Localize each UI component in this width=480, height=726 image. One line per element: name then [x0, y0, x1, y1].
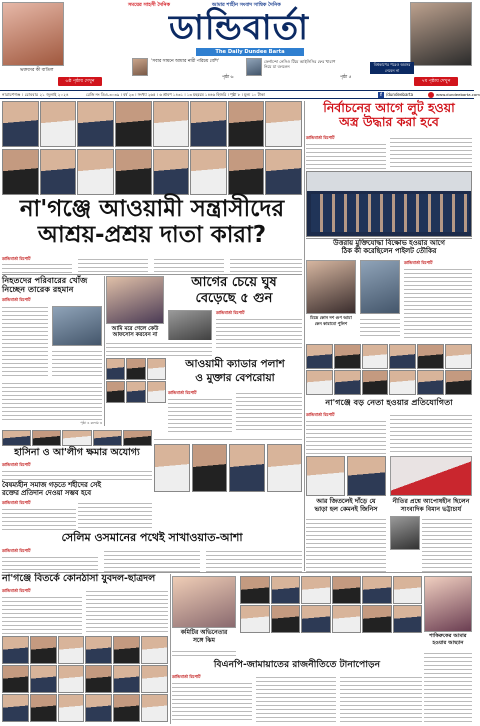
lead-col [2, 261, 72, 274]
bnp-photo [240, 605, 270, 633]
actress-col [424, 650, 472, 722]
lead-col [78, 256, 148, 274]
selim-photo [192, 444, 228, 492]
leader-photo [2, 149, 39, 195]
question-photo [390, 516, 420, 550]
leader-photo [40, 149, 77, 195]
tarek-story [2, 276, 102, 426]
society-col [78, 500, 152, 530]
jubo-photo [58, 665, 85, 693]
contest-photo [445, 370, 472, 395]
column-rule [170, 574, 171, 724]
contest-photo [362, 370, 389, 395]
top-right-byline: ডান্ডিবার্তা রিপোর্ট [306, 135, 335, 140]
tarek-col [2, 304, 48, 378]
row-rule [2, 572, 472, 573]
bnp-photo [301, 576, 331, 604]
question-story [390, 456, 472, 574]
dateline-bar [0, 90, 480, 99]
jubo-photo-grid [2, 636, 168, 722]
cadre-headline-line2: ও মুক্তার বেপরোয়া [195, 372, 275, 384]
english-name-bar [196, 48, 304, 56]
bnp-photo [393, 605, 423, 633]
actress-headline-line1: শাকিরুকের আমার [429, 633, 467, 639]
bribe-headline-line2: বেড়েছে ৫ গুন [195, 291, 273, 306]
selim-photo [229, 444, 265, 492]
hasina-photo-strip [2, 430, 152, 446]
tarek-more: পৃষ্ঠা ৪ কলাম ৩ [80, 421, 102, 425]
jubo-photo [85, 694, 112, 722]
masthead-tagline: আমার শাহীন সংবাদ সাম্বিক দৈনিক [212, 2, 281, 8]
cadre-photo [147, 358, 166, 380]
jubo-story [2, 574, 168, 724]
contest-photo [417, 344, 444, 369]
top-right-col [390, 135, 472, 169]
question-headline-line2: সাংবাদিক বিমান ভট্টাচার্য [400, 506, 462, 513]
selim-photo [154, 444, 190, 492]
uttara-story [306, 240, 472, 340]
jubo-photo [58, 694, 85, 722]
english-name: The Daily Dundee Barta [215, 49, 285, 55]
question-headline-line1: নীতির প্রশ্নে আপোষহীন ছিলেন [392, 498, 470, 505]
cadre-photo-row [106, 358, 166, 430]
selim-story [2, 532, 302, 572]
society-headline-line1: বৈষম্যহীন সমাজ গড়তে শহীদের সেই [2, 481, 101, 489]
jubo-photo [141, 694, 168, 722]
jubo-col [2, 594, 82, 634]
right-teaser-photo [246, 58, 262, 76]
leader-col [306, 418, 386, 454]
party-photo [347, 456, 386, 496]
tarek-col [2, 380, 102, 420]
dateline-mid: রেজি নং ডিএ-৩০৩৯ । বর্ষ ২৩ । সংখ্যা ২৬৫ । ৬ শ্রাবণ ১৪৩১ । ১৩ মহররম ১৪৪৬ হিজরি । পৃষ্ঠা ৮ । মূল্য ১০ টাকা [86, 92, 265, 97]
lead-story [2, 196, 302, 254]
lead-body [2, 256, 302, 274]
leader-photo-grid [2, 101, 302, 195]
society-headline-line2: রক্তের প্রতিদান দেওয়া সম্ভব হবে [2, 488, 92, 497]
contest-photo-grid [306, 344, 472, 396]
tarek-headline-line2: নিচ্ছেন তারেক রহমান [2, 284, 74, 295]
left-tag: সময়ের সাহসী দৈনিক [128, 2, 170, 8]
film-headline-line2: সঙ্গে ঝিম [192, 637, 216, 644]
mid-teaser-photo [132, 58, 148, 76]
society-byline: ডান্ডিবার্তা রিপোর্ট [2, 500, 31, 505]
bnp-byline: ডান্ডিবার্তা রিপোর্ট [172, 674, 201, 679]
cadre-photo [106, 381, 125, 403]
hasina-photo [32, 430, 61, 446]
jubo-photo [30, 694, 57, 722]
jubo-photo [2, 694, 29, 722]
bribe-col [216, 316, 302, 348]
leader-photo [115, 149, 152, 195]
jubo-photo [113, 636, 140, 664]
leader-photo [77, 149, 114, 195]
hasina-photo [62, 430, 91, 446]
right-teaser-page: পৃষ্ঠা ৫ [340, 75, 352, 80]
bnp-photo [301, 605, 331, 633]
bnp-col [340, 674, 422, 722]
jubo-photo [113, 694, 140, 722]
contest-photo [362, 344, 389, 369]
hasina-byline: ডান্ডিবার্তা রিপোর্ট [2, 462, 31, 467]
hasina-photo [93, 430, 122, 446]
cadre-photo [126, 381, 145, 403]
bnp-photo [271, 605, 301, 633]
row-rule [306, 238, 472, 239]
hasina-col [2, 468, 152, 480]
top-right-photo [306, 171, 472, 237]
row-rule [2, 274, 302, 275]
bribe-headline-line1: আগের চেয়ে ঘুষ [191, 275, 277, 290]
pilot-photo [360, 260, 400, 314]
bnp-photo [393, 576, 423, 604]
uttara-byline: ডান্ডিবার্তা রিপোর্ট [404, 260, 433, 265]
masthead-left-photo [2, 2, 64, 66]
party-headline-line2: ভাড়া হল কেমনই জিনিস [314, 505, 378, 513]
bnp-photo [240, 576, 270, 604]
jubo-photo [85, 665, 112, 693]
contest-photo [334, 370, 361, 395]
jubo-photo [58, 636, 85, 664]
top-right-story [306, 101, 472, 237]
film-photo [172, 576, 236, 628]
contest-photo [334, 344, 361, 369]
right-teaser-2: ফের্নান্দো নেসিও টিমে আইসিসির ফের খারাপ নিয়ে যা বললেন [264, 59, 336, 70]
jubo-col [86, 588, 168, 634]
uttara-col [404, 266, 472, 338]
tarek-byline: ডান্ডিবার্তা রিপোর্ট [2, 296, 31, 302]
party-col [306, 516, 386, 572]
leader-photo [265, 101, 302, 147]
jubo-photo [2, 636, 29, 664]
cadre-col [168, 396, 232, 432]
selim-photo [267, 444, 303, 492]
bribe-col [106, 340, 212, 356]
contest-photo [417, 370, 444, 395]
cadre-photo [106, 358, 125, 380]
cadre-story [106, 358, 302, 434]
jubo-photo [2, 665, 29, 693]
leader-photo [190, 149, 227, 195]
jubo-photo [30, 665, 57, 693]
bribe-byline: ডান্ডিবার্তা রিপোর্ট [216, 310, 245, 315]
contest-photo [389, 370, 416, 395]
actress-photo [424, 576, 472, 632]
leader-byline: ডান্ডিবার্তা রিপোর্ট [306, 412, 335, 417]
leader-photo [153, 101, 190, 147]
bribe-story [106, 276, 302, 358]
bnp-headline: বিএনপি-জামায়াতের রাজনীতিতে টানাপোড়ন [213, 659, 381, 670]
selim-top-col [154, 436, 302, 442]
selim-col [206, 548, 302, 572]
film-headline-line1: কমিটির অভিনেতার [180, 629, 228, 636]
contest-photo [389, 344, 416, 369]
film-story [172, 576, 236, 658]
bnp-col [256, 674, 336, 722]
tarek-headline-line1: নিহতদের পরিবারের খোঁজ [2, 275, 88, 285]
masthead-right-button: ৭ম পৃষ্ঠায় দেখুন [414, 77, 458, 86]
leader-col [390, 412, 472, 454]
leader-photo [2, 101, 39, 147]
contest-photo [445, 344, 472, 369]
masthead-right-photo [410, 2, 472, 66]
jubo-photo [85, 636, 112, 664]
mid-teaser-page: পৃষ্ঠা ৬ [222, 75, 234, 80]
society-col [2, 506, 76, 530]
top-right-headline-line1: নির্বাচনের আগে লুট হওয়া [323, 100, 455, 115]
web-icon [428, 92, 434, 98]
question-flag-photo [390, 456, 472, 496]
hasina-photo [2, 430, 31, 446]
hasina-photo [123, 430, 152, 446]
dateline-left: নারায়ণগঞ্জ । রোববার ২১ জুলাই ২০২৪ [2, 92, 69, 97]
lead-headline-line1: না'গঞ্জে আওয়ামী সন্ত্রাসীদের [19, 196, 285, 222]
leader-photo [153, 149, 190, 195]
uttara-headline-line2: ঠিক কী করেছিলেন পাইলট তৌকির [341, 246, 437, 255]
cadre-photo [147, 381, 166, 403]
party-story [306, 456, 386, 574]
girl-caption-line2: কেন কারাবো পুলিশ [314, 321, 348, 326]
contest-photo [306, 370, 333, 395]
question-col [422, 516, 472, 572]
lead-col [154, 256, 224, 274]
leader-photo [40, 101, 77, 147]
society-story [2, 482, 152, 530]
selim-byline: ডান্ডিবার্তা রিপোর্ট [2, 548, 31, 553]
leader-story [306, 398, 472, 454]
bnp-story [172, 660, 422, 724]
bnp-photo [332, 576, 362, 604]
leader-photo [115, 101, 152, 147]
lead-headline-line2: আশ্রয়-প্রশ্রয় দাতা কারা? [37, 222, 267, 249]
jubo-photo [141, 665, 168, 693]
actress-story [424, 576, 472, 724]
mid-teaser: 'সবার সামনে আমার নারী পরিচয় বেশি' [151, 59, 219, 64]
right-teaser-text: বিশ্বকাপের পরেও অবসর নেবেন না [373, 62, 411, 73]
selim-photo-row [154, 436, 302, 492]
selim-headline: সেলিম ওসমানের পথেই সাখাওয়াত-আশা [61, 531, 243, 544]
leader-photo [190, 101, 227, 147]
leader-photo [77, 101, 114, 147]
bnp-photo [362, 576, 392, 604]
bnp-photo [332, 605, 362, 633]
facebook-handle: /dundeebarta [386, 92, 414, 97]
contest-photo [306, 344, 333, 369]
bnp-photo-grid [240, 576, 422, 634]
top-right-col [306, 141, 386, 169]
party-photo [306, 456, 345, 496]
website: www.dundeebarta.com [436, 92, 480, 97]
cadre-photo [126, 358, 145, 380]
facebook-icon: f [378, 92, 384, 98]
film-col [172, 648, 236, 658]
masthead-right-teaser [370, 62, 414, 74]
tarek-photo [52, 306, 102, 346]
leader-photo [265, 149, 302, 195]
actress-headline-line2: হওয়ার আছ্যান [432, 640, 464, 646]
hasina-headline: হাসিনা ও আ'লীগ ক্ষমার অযোগ্য [14, 447, 140, 458]
bnp-photo [362, 605, 392, 633]
hasina-story [2, 430, 152, 480]
lead-col [230, 256, 302, 274]
bnp-photo [271, 576, 301, 604]
tarek-col [52, 348, 102, 378]
column-rule [304, 101, 305, 571]
girl-photo [306, 260, 356, 314]
selim-col [2, 554, 98, 572]
jubo-headline: না'গঞ্জে বিতর্কে কোনঠাসা যুবদল-ছাত্রদল [2, 573, 156, 584]
lead-byline: ডান্ডিবার্তা রিপোর্ট [2, 256, 31, 261]
leader-headline: না'গঞ্জে বড় নেতা হওয়ার প্রতিযোগিতা [325, 397, 453, 407]
bribe-woman-photo [106, 276, 164, 324]
bnp-col [172, 680, 252, 722]
cadre-byline: ডান্ডিবার্তা রিপোর্ট [168, 390, 197, 395]
masthead [0, 0, 474, 90]
column-rule [104, 276, 105, 426]
leader-photo [228, 149, 265, 195]
uttara-headline-line1: উত্তরায় মুক্তিযোদ্ধা বিক্ষোভ হওয়ার আগে [333, 239, 445, 247]
cadre-col [236, 390, 302, 432]
uttara-col [360, 316, 400, 338]
masthead-left-teaser: ভক্তদের কী বাতিল [20, 68, 54, 73]
top-right-headline-line2: অস্ত্র উদ্ধার করা হবে [339, 114, 439, 130]
girl-caption-line1: মিস্ত্রে কোন দশ গুণ আমা [310, 315, 352, 320]
masthead-left-button: ৬ষ্ঠ পৃষ্ঠায় দেখুন [58, 77, 102, 86]
selim-col [104, 548, 200, 572]
jubo-photo [30, 636, 57, 664]
party-photo-pair [306, 456, 386, 496]
newspaper-logo: ডান্ডিবার্তা [169, 8, 309, 48]
bribe-quote: আমি মরে গেলে কেউ আফসোস করবেন না [111, 326, 159, 339]
cadre-headline-line1: আওয়ামী ক্যাডার পলাশ [185, 358, 285, 370]
jubo-photo [141, 636, 168, 664]
party-headline-line1: আর জিতলেই দাঁড়ে যে [316, 497, 376, 505]
jubo-photo [113, 665, 140, 693]
leader-photo [228, 101, 265, 147]
jubo-byline: ডান্ডিবার্তা রিপোর্ট [2, 588, 31, 593]
